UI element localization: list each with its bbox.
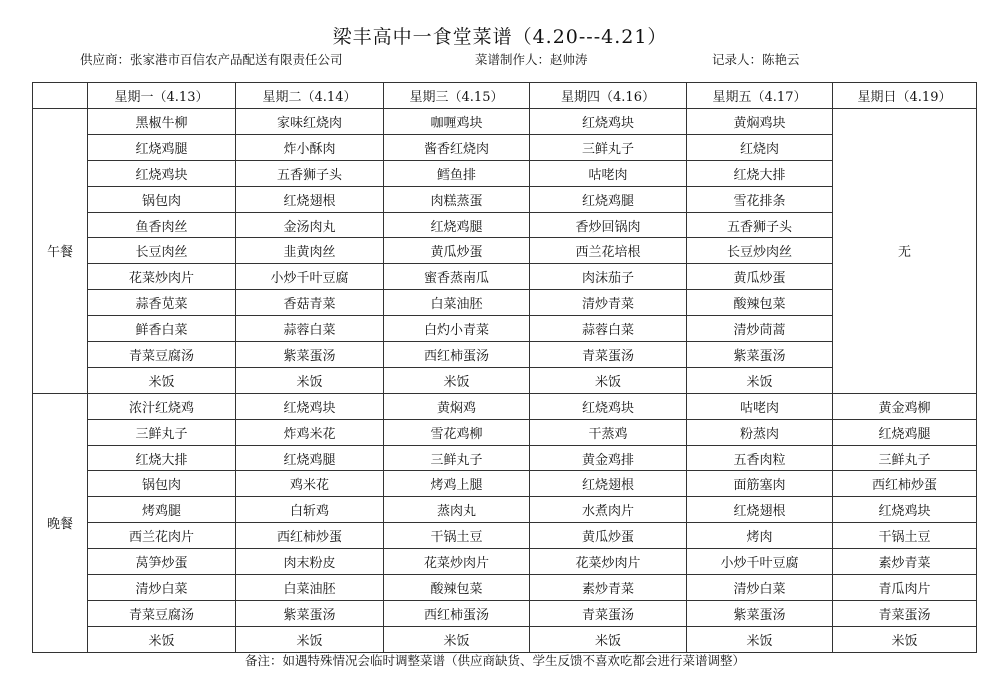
dish-cell: 紫菜蛋汤 [687, 600, 833, 626]
dish-cell: 酸辣包菜 [687, 290, 833, 316]
dish-cell: 青菜豆腐汤 [88, 342, 236, 368]
dish-cell: 五香肉粒 [687, 445, 833, 471]
dish-cell: 米饭 [88, 367, 236, 393]
dish-cell: 香炒回锅肉 [530, 212, 687, 238]
dish-cell: 家味红烧肉 [236, 109, 384, 135]
dish-cell: 西兰花培根 [530, 238, 687, 264]
dish-cell: 莴笋炒蛋 [88, 549, 236, 575]
dish-cell: 烤鸡腿 [88, 497, 236, 523]
dish-cell: 三鲜丸子 [88, 419, 236, 445]
dish-cell: 黄瓜炒蛋 [687, 264, 833, 290]
dish-cell: 咕咾肉 [687, 393, 833, 419]
dish-cell: 五香狮子头 [236, 160, 384, 186]
dish-cell: 鸡米花 [236, 471, 384, 497]
dish-cell: 咖喱鸡块 [384, 109, 530, 135]
dish-cell: 肉糕蒸蛋 [384, 186, 530, 212]
dish-cell: 清炒白菜 [88, 575, 236, 601]
dish-cell: 白灼小青菜 [384, 316, 530, 342]
dish-cell: 韭黄肉丝 [236, 238, 384, 264]
dish-cell: 红烧鸡块 [833, 497, 977, 523]
dish-cell: 干锅土豆 [384, 523, 530, 549]
dish-cell: 红烧鸡块 [236, 393, 384, 419]
dish-cell: 米饭 [687, 367, 833, 393]
sunday-lunch-cell: 无 [833, 109, 977, 394]
dinner-row [33, 600, 977, 626]
dish-cell: 西红柿炒蛋 [236, 523, 384, 549]
dinner-row [33, 575, 977, 601]
dish-cell: 白菜油胚 [384, 290, 530, 316]
dish-cell: 浓汁红烧鸡 [88, 393, 236, 419]
dish-cell: 肉末粉皮 [236, 549, 384, 575]
dish-cell: 干锅土豆 [833, 523, 977, 549]
dish-cell: 酱香红烧肉 [384, 134, 530, 160]
dish-cell: 三鲜丸子 [833, 445, 977, 471]
dish-cell: 米饭 [88, 626, 236, 652]
dish-cell: 蒜蓉白菜 [236, 316, 384, 342]
dish-cell: 黄金鸡柳 [833, 393, 977, 419]
dish-cell: 鱼香肉丝 [88, 212, 236, 238]
day-header: 星期日（4.19） [833, 83, 977, 109]
menu-maker-text: 菜谱制作人：赵帅涛 [475, 52, 588, 67]
dish-cell: 蜜香蒸南瓜 [384, 264, 530, 290]
dish-cell: 红烧大排 [687, 160, 833, 186]
dish-cell: 红烧肉 [687, 134, 833, 160]
dish-cell: 五香狮子头 [687, 212, 833, 238]
day-header: 星期五（4.17） [687, 83, 833, 109]
dish-cell: 西兰花肉片 [88, 523, 236, 549]
dish-cell: 雪花排条 [687, 186, 833, 212]
dish-cell: 花菜炒肉片 [530, 549, 687, 575]
day-header: 星期一（4.13） [88, 83, 236, 109]
dish-cell: 粉蒸肉 [687, 419, 833, 445]
header-row [33, 83, 977, 109]
dish-cell: 红烧鸡腿 [88, 134, 236, 160]
dish-cell: 素炒青菜 [530, 575, 687, 601]
dish-cell: 黄金鸡排 [530, 445, 687, 471]
dish-cell: 清炒青菜 [530, 290, 687, 316]
dish-cell: 红烧鸡腿 [236, 445, 384, 471]
dish-cell: 米饭 [236, 626, 384, 652]
dish-cell: 锅包肉 [88, 186, 236, 212]
lunch-row [33, 109, 977, 135]
dish-cell: 西红柿炒蛋 [833, 471, 977, 497]
dish-cell: 黄瓜炒蛋 [384, 238, 530, 264]
dish-cell: 黑椒牛柳 [88, 109, 236, 135]
dish-cell: 烤鸡上腿 [384, 471, 530, 497]
dish-cell: 三鲜丸子 [530, 134, 687, 160]
corner-cell [33, 83, 88, 109]
dish-cell: 炸鸡米花 [236, 419, 384, 445]
dish-cell: 红烧大排 [88, 445, 236, 471]
dish-cell: 白斩鸡 [236, 497, 384, 523]
dish-cell: 红烧翅根 [530, 471, 687, 497]
dish-cell: 米饭 [384, 367, 530, 393]
dish-cell: 青菜蛋汤 [530, 600, 687, 626]
dinner-row [33, 523, 977, 549]
dish-cell: 红烧鸡块 [530, 109, 687, 135]
day-header: 星期二（4.14） [236, 83, 384, 109]
dish-cell: 水煮肉片 [530, 497, 687, 523]
dish-cell: 花菜炒肉片 [384, 549, 530, 575]
dish-cell: 长豆炒肉丝 [687, 238, 833, 264]
dish-cell: 紫菜蛋汤 [236, 600, 384, 626]
dish-cell: 红烧鸡腿 [530, 186, 687, 212]
menu-table [32, 82, 977, 653]
dinner-row [33, 393, 977, 419]
dish-cell: 红烧翅根 [236, 186, 384, 212]
dish-cell: 红烧鸡块 [530, 393, 687, 419]
dish-cell: 红烧鸡腿 [833, 419, 977, 445]
dish-cell: 三鲜丸子 [384, 445, 530, 471]
dinner-row [33, 626, 977, 652]
dish-cell: 鳕鱼排 [384, 160, 530, 186]
dish-cell: 肉沫茄子 [530, 264, 687, 290]
dish-cell: 紫菜蛋汤 [236, 342, 384, 368]
dish-cell: 青菜蛋汤 [530, 342, 687, 368]
page-title: 梁丰高中一食堂菜谱（4.20---4.21） [332, 26, 668, 48]
dinner-row [33, 471, 977, 497]
dish-cell: 米饭 [236, 367, 384, 393]
dish-cell: 香菇青菜 [236, 290, 384, 316]
dish-cell: 蒜香苋菜 [88, 290, 236, 316]
day-header: 星期四（4.16） [530, 83, 687, 109]
supplier-text: 供应商：张家港市百信农产品配送有限责任公司 [80, 52, 343, 67]
dish-cell: 黄焖鸡块 [687, 109, 833, 135]
dish-cell: 酸辣包菜 [384, 575, 530, 601]
dish-cell: 咕咾肉 [530, 160, 687, 186]
dish-cell: 红烧翅根 [687, 497, 833, 523]
dish-cell: 米饭 [530, 367, 687, 393]
dish-cell: 金汤肉丸 [236, 212, 384, 238]
footnote: 备注：如遇特殊情况会临时调整菜谱（供应商缺货、学生反馈不喜欢吃都会进行菜谱调整） [245, 653, 746, 668]
dinner-row [33, 497, 977, 523]
dish-cell: 黄焖鸡 [384, 393, 530, 419]
dish-cell: 蒜蓉白菜 [530, 316, 687, 342]
menu-table-body [33, 83, 977, 653]
dish-cell: 米饭 [384, 626, 530, 652]
dish-cell: 红烧鸡腿 [384, 212, 530, 238]
dish-cell: 花菜炒肉片 [88, 264, 236, 290]
dish-cell: 黄瓜炒蛋 [530, 523, 687, 549]
dinner-row [33, 549, 977, 575]
dish-cell: 清炒白菜 [687, 575, 833, 601]
day-header: 星期三（4.15） [384, 83, 530, 109]
dish-cell: 西红柿蛋汤 [384, 600, 530, 626]
dinner-row [33, 419, 977, 445]
dish-cell: 烤肉 [687, 523, 833, 549]
dish-cell: 蒸肉丸 [384, 497, 530, 523]
dish-cell: 清炒茼蒿 [687, 316, 833, 342]
meal-label-dinner: 晚餐 [33, 393, 88, 652]
dish-cell: 面筋塞肉 [687, 471, 833, 497]
dish-cell: 干蒸鸡 [530, 419, 687, 445]
dish-cell: 素炒青菜 [833, 549, 977, 575]
dish-cell: 紫菜蛋汤 [687, 342, 833, 368]
dish-cell: 红烧鸡块 [88, 160, 236, 186]
dish-cell: 米饭 [687, 626, 833, 652]
recorder-text: 记录人：陈艳云 [712, 52, 800, 67]
dish-cell: 青瓜肉片 [833, 575, 977, 601]
dish-cell: 小炒千叶豆腐 [687, 549, 833, 575]
dish-cell: 雪花鸡柳 [384, 419, 530, 445]
dish-cell: 小炒千叶豆腐 [236, 264, 384, 290]
dish-cell: 白菜油胚 [236, 575, 384, 601]
dish-cell: 米饭 [530, 626, 687, 652]
dish-cell: 青菜豆腐汤 [88, 600, 236, 626]
dish-cell: 米饭 [833, 626, 977, 652]
dinner-row [33, 445, 977, 471]
dish-cell: 西红柿蛋汤 [384, 342, 530, 368]
dish-cell: 长豆肉丝 [88, 238, 236, 264]
dish-cell: 青菜蛋汤 [833, 600, 977, 626]
meal-label-lunch: 午餐 [33, 109, 88, 394]
dish-cell: 锅包肉 [88, 471, 236, 497]
dish-cell: 鲜香白菜 [88, 316, 236, 342]
dish-cell: 炸小酥肉 [236, 134, 384, 160]
